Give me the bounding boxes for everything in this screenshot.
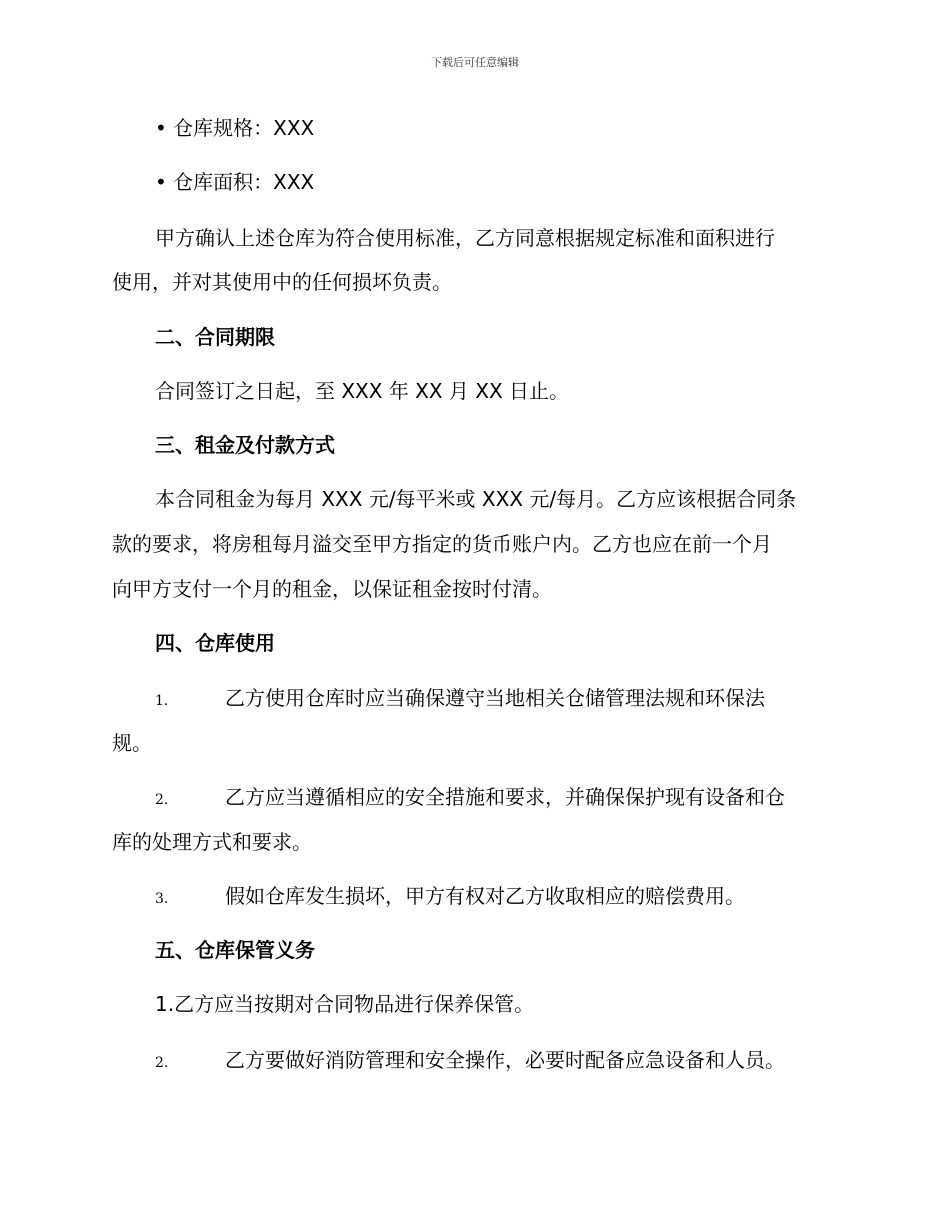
section-2-heading: 二、合同期限: [155, 325, 275, 349]
section-4-item-1-continuation: 规。: [112, 731, 152, 755]
item-number: 2.: [155, 1055, 169, 1071]
confirm-paragraph-line-1: 甲方确认上述仓库为符合使用标准，乙方同意根据规定标准和面积进行: [155, 226, 775, 250]
item-text: 乙方要做好消防管理和安全操作，必要时配备应急设备和人员。: [225, 1048, 785, 1072]
section-3-heading: 三、租金及付款方式: [155, 433, 335, 457]
section-3-line-3: 向甲方支付一个月的租金，以保证租金按时付清。: [112, 577, 552, 601]
page-header: 下载后可任意编辑: [431, 56, 519, 69]
item-number: 3.: [155, 891, 169, 907]
area-line: • 仓库面积：XXX: [155, 170, 315, 194]
spec-line: • 仓库规格：XXX: [155, 116, 315, 140]
section-5-item-2: [155, 1046, 785, 1077]
section-5-heading: 五、仓库保管义务: [155, 938, 315, 962]
item-number: 2.: [155, 792, 169, 808]
section-4-item-2: [155, 783, 785, 814]
section-3-line-2: 款的要求，将房租每月溢交至甲方指定的货币账户内。乙方也应在前一个月: [112, 532, 772, 556]
section-4-heading: 四、仓库使用: [155, 631, 275, 655]
item-number: 1.: [155, 693, 169, 709]
section-4-item-1: [155, 684, 765, 715]
section-3-line-1: 本合同租金为每月 XXX 元/每平米或 XXX 元/每月。乙方应该根据合同条: [155, 487, 797, 511]
section-5-item-1: 1.乙方应当按期对合同物品进行保养保管。: [155, 992, 535, 1016]
confirm-paragraph-line-2: 使用，并对其使用中的任何损坏负责。: [112, 270, 452, 294]
item-text: 乙方使用仓库时应当确保遵守当地相关仓储管理法规和环保法: [225, 686, 765, 710]
item-text: 假如仓库发生损坏，甲方有权对乙方收取相应的赔偿费用。: [225, 884, 745, 908]
section-4-item-2-continuation: 库的处理方式和要求。: [112, 830, 312, 854]
section-2-text: 合同签订之日起，至 XXX 年 XX 月 XX 日止。: [155, 379, 570, 403]
item-text: 乙方应当遵循相应的安全措施和要求，并确保保护现有设备和仓: [225, 785, 785, 809]
section-4-item-3: [155, 882, 745, 913]
